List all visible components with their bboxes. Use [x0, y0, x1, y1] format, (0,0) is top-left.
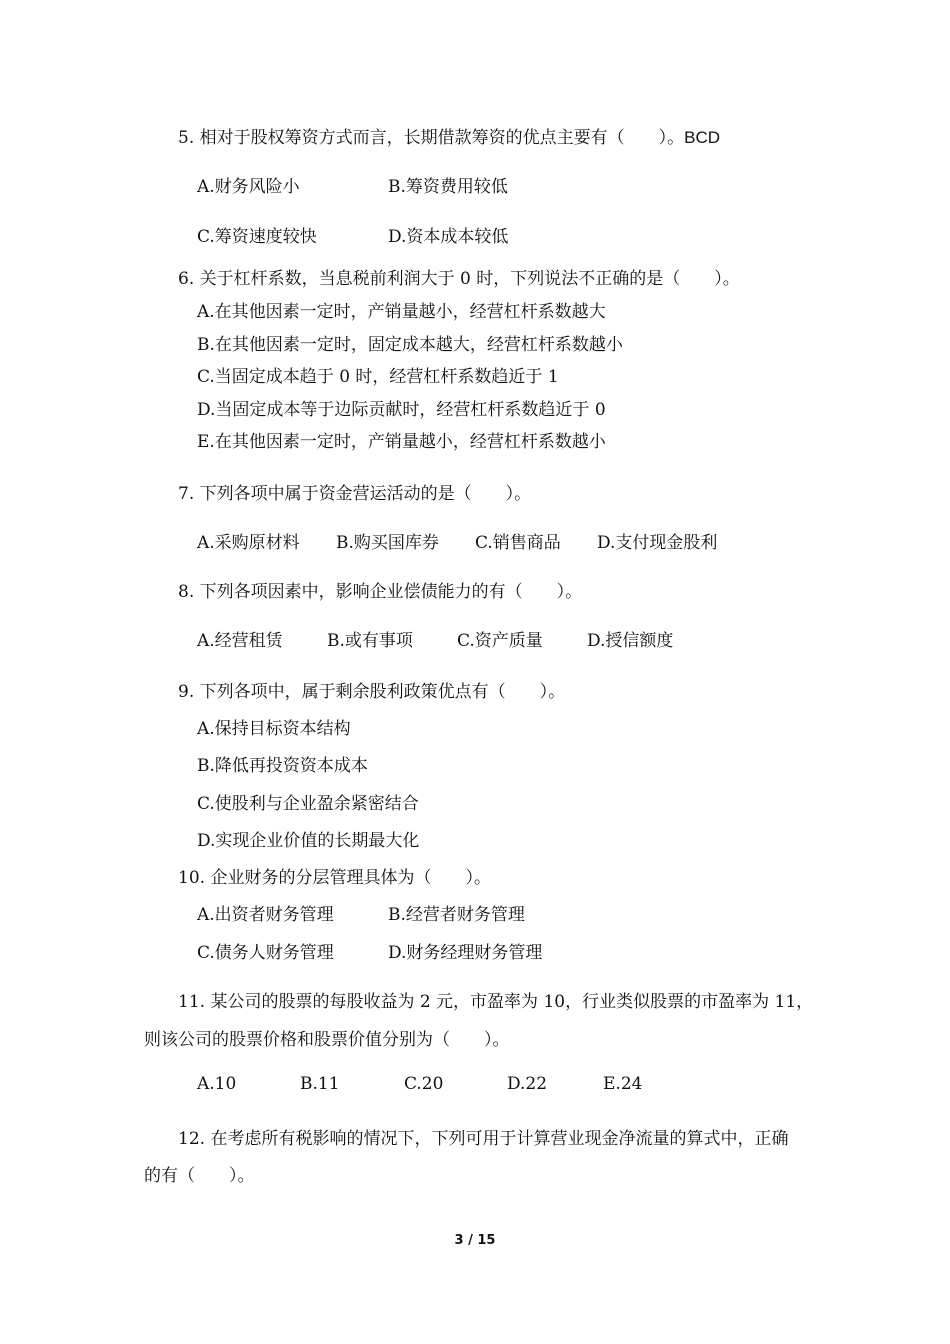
question-8-stem: 8. 下列各项因素中，影响企业偿债能力的有（ ）。 — [178, 582, 583, 602]
question-7-option-b: B.购买国库券 — [336, 533, 439, 553]
question-8-option-c: C.资产质量 — [457, 631, 543, 651]
question-10-option-a: A.出资者财务管理 — [197, 905, 334, 925]
question-5-option-d: D.资本成本较低 — [388, 227, 509, 247]
question-11-option-a: A.10 — [197, 1074, 237, 1094]
question-5-option-c: C.筹资速度较快 — [197, 227, 317, 247]
question-12-stem-line2: 的有（ ）。 — [144, 1166, 255, 1186]
question-12-stem-line1: 12. 在考虑所有税影响的情况下，下列可用于计算营业现金净流量的算式中，正确 — [178, 1129, 789, 1149]
question-7-option-d: D.支付现金股利 — [597, 533, 718, 553]
question-9-option-c: C.使股利与企业盈余紧密结合 — [197, 794, 419, 814]
question-11-option-c: C.20 — [404, 1074, 444, 1094]
question-5-option-b: B.筹资费用较低 — [388, 177, 508, 197]
question-11-stem-line1: 11. 某公司的股票的每股收益为 2 元，市盈率为 10，行业类似股票的市盈率为 11， — [178, 992, 814, 1012]
question-11-stem-line2: 则该公司的股票价格和股票价值分别为（ ）。 — [144, 1030, 510, 1050]
question-7-stem: 7. 下列各项中属于资金营运活动的是（ ）。 — [178, 484, 532, 504]
question-8-option-b: B.或有事项 — [327, 631, 413, 651]
question-6-option-a: A.在其他因素一定时，产销量越小，经营杠杆系数越大 — [197, 302, 606, 322]
question-9-option-d: D.实现企业价值的长期最大化 — [197, 831, 420, 851]
question-6-option-b: B.在其他因素一定时，固定成本越大，经营杠杆系数越小 — [197, 335, 623, 355]
question-11-option-e: E.24 — [603, 1074, 643, 1094]
question-10-option-c: C.债务人财务管理 — [197, 943, 334, 963]
question-8-option-a: A.经营租赁 — [197, 631, 283, 651]
question-10-option-d: D.财务经理财务管理 — [388, 943, 543, 963]
question-5-stem — [178, 123, 720, 148]
question-5-text: 5. 相对于股权筹资方式而言，长期借款筹资的优点主要有（ ）。 — [178, 128, 685, 148]
question-7-option-a: A.采购原材料 — [197, 533, 300, 553]
question-9-option-a: A.保持目标资本结构 — [197, 719, 351, 739]
question-8-option-d: D.授信额度 — [587, 631, 674, 651]
question-7-option-c: C.销售商品 — [475, 533, 561, 553]
question-5-option-a: A.财务风险小 — [197, 177, 300, 197]
question-5-answer: BCD — [684, 128, 721, 147]
question-10-option-b: B.经营者财务管理 — [388, 905, 525, 925]
question-6-option-e: E.在其他因素一定时，产销量越小，经营杠杆系数越小 — [197, 432, 606, 452]
question-11-option-d: D.22 — [507, 1074, 548, 1094]
question-6-stem: 6. 关于杠杆系数，当息税前利润大于 0 时，下列说法不正确的是（ ）。 — [178, 269, 740, 289]
question-6-option-d: D.当固定成本等于边际贡献时，经营杠杆系数趋近于 0 — [197, 400, 606, 420]
page-number: 3 / 15 — [454, 1233, 496, 1248]
question-11-option-b: B.11 — [300, 1074, 340, 1094]
question-10-stem: 10. 企业财务的分层管理具体为（ ）。 — [178, 868, 491, 888]
question-9-stem: 9. 下列各项中，属于剩余股利政策优点有（ ）。 — [178, 682, 566, 702]
question-9-option-b: B.降低再投资资本成本 — [197, 756, 368, 776]
question-6-option-c: C.当固定成本趋于 0 时，经营杠杆系数趋近于 1 — [197, 367, 559, 387]
